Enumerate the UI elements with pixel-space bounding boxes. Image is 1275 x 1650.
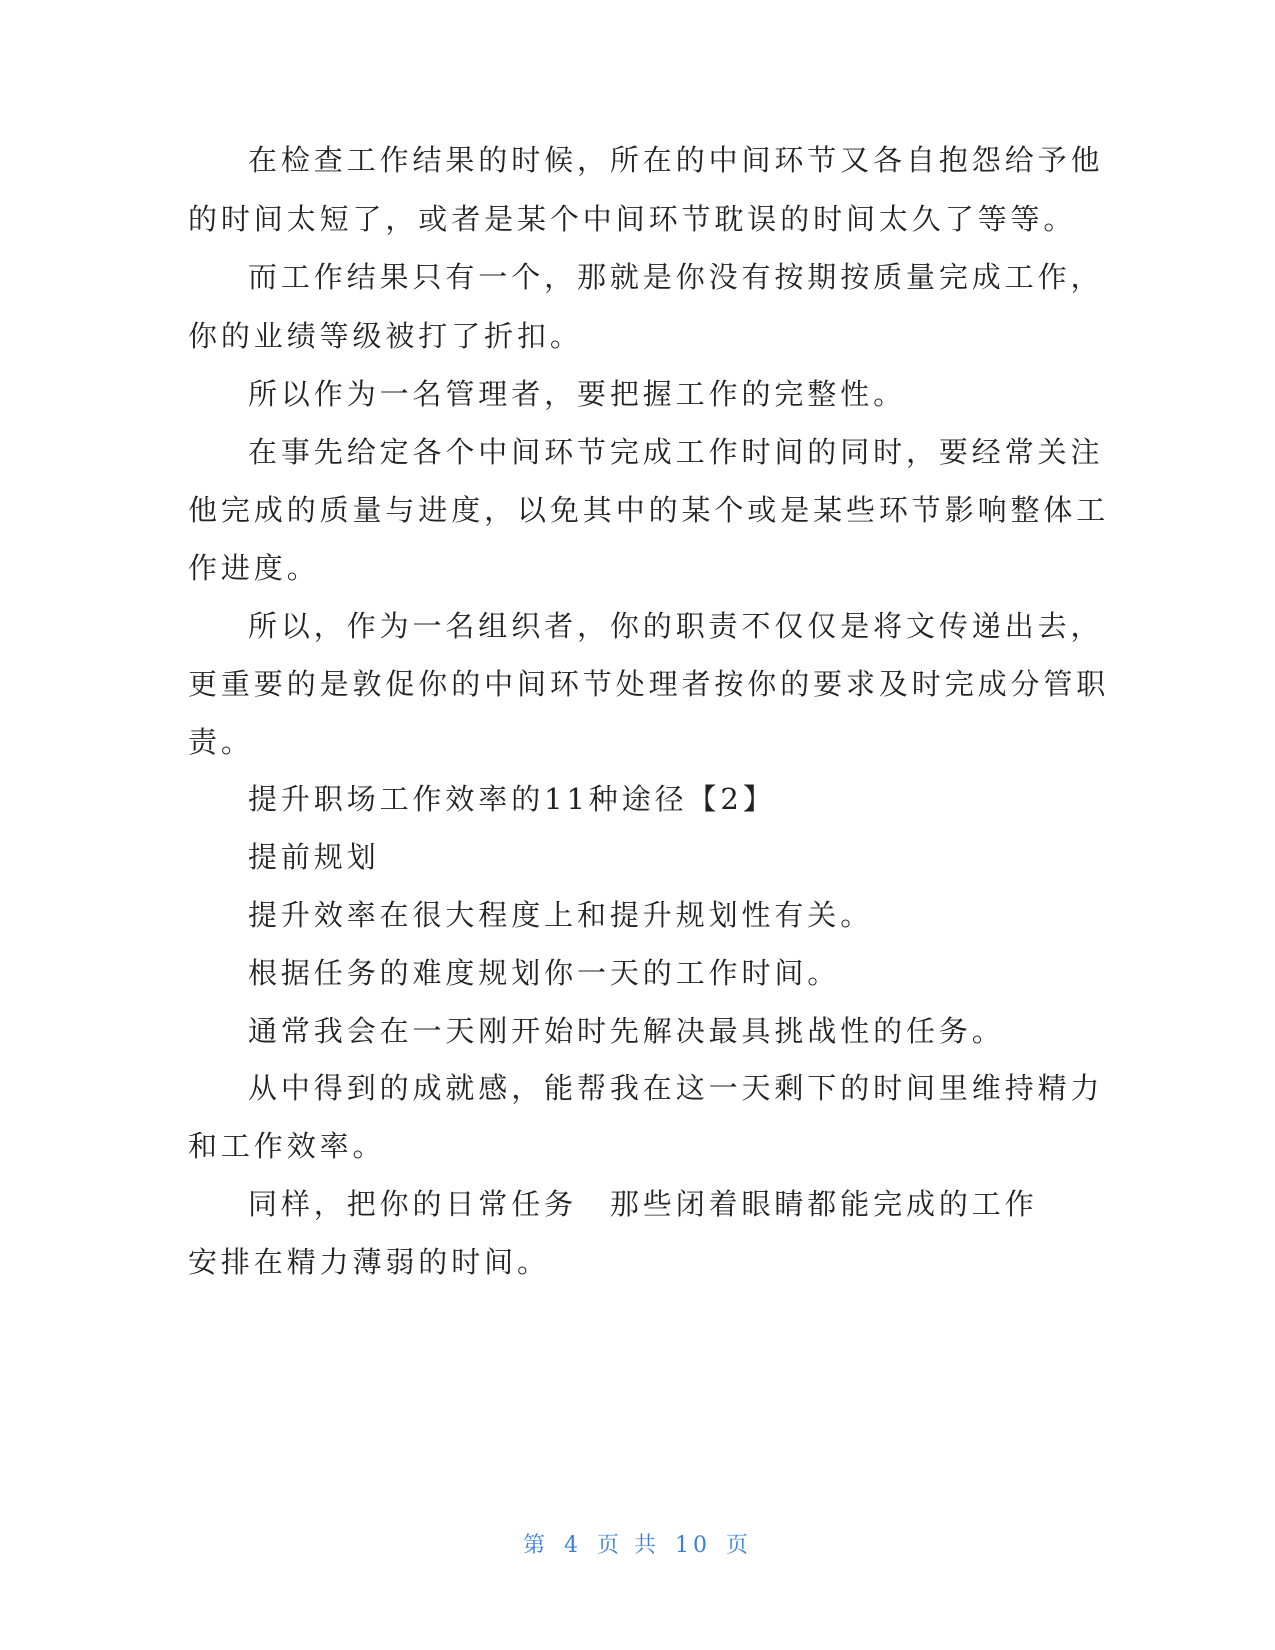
text-line: 责。 <box>188 725 254 759</box>
text-line: 的时间太短了，或者是某个中间环节耽误的时间太久了等等。 <box>188 202 1077 236</box>
text-line: 所以作为一名管理者，要把握工作的完整性。 <box>248 377 907 411</box>
text-line: 从中得到的成就感，能帮我在这一天剩下的时间里维持精力 <box>248 1071 1104 1105</box>
footer-current-page: 4 <box>564 1533 582 1558</box>
text-line: 作进度。 <box>188 551 320 585</box>
text-line: 和工作效率。 <box>188 1129 386 1163</box>
text-line: 所以，作为一名组织者，你的职责不仅仅是将文传递出去， <box>248 609 1104 643</box>
subheading: 提前规划 <box>248 840 380 874</box>
section-heading: 提升职场工作效率的11种途径【2】 <box>248 782 776 816</box>
text-line: 你的业绩等级被打了折扣。 <box>188 319 583 353</box>
text-line: 根据任务的难度规划你一天的工作时间。 <box>248 956 841 990</box>
text-line: 他完成的质量与进度，以免其中的某个或是某些环节影响整体工 <box>188 493 1110 527</box>
text-line: 提升效率在很大程度上和提升规划性有关。 <box>248 898 874 932</box>
footer-prefix: 第 <box>522 1533 549 1558</box>
text-line: 在事先给定各个中间环节完成工作时间的同时，要经常关注 <box>248 435 1104 469</box>
footer-middle: 页 共 <box>597 1533 660 1558</box>
text-line: 更重要的是敦促你的中间环节处理者按你的要求及时完成分管职 <box>188 667 1110 701</box>
text-line: 同样，把你的日常任务 那些闭着眼睛都能完成的工作 <box>248 1187 1038 1221</box>
text-line: 通常我会在一天刚开始时先解决最具挑战性的任务。 <box>248 1014 1005 1048</box>
footer-total-pages: 10 <box>675 1533 711 1558</box>
page-footer <box>0 1528 1275 1559</box>
text-line: 在检查工作结果的时候，所在的中间环节又各自抱怨给予他 <box>248 143 1104 177</box>
text-line: 安排在精力薄弱的时间。 <box>188 1245 550 1279</box>
text-line: 而工作结果只有一个，那就是你没有按期按质量完成工作， <box>248 260 1104 294</box>
footer-suffix: 页 <box>726 1533 753 1558</box>
